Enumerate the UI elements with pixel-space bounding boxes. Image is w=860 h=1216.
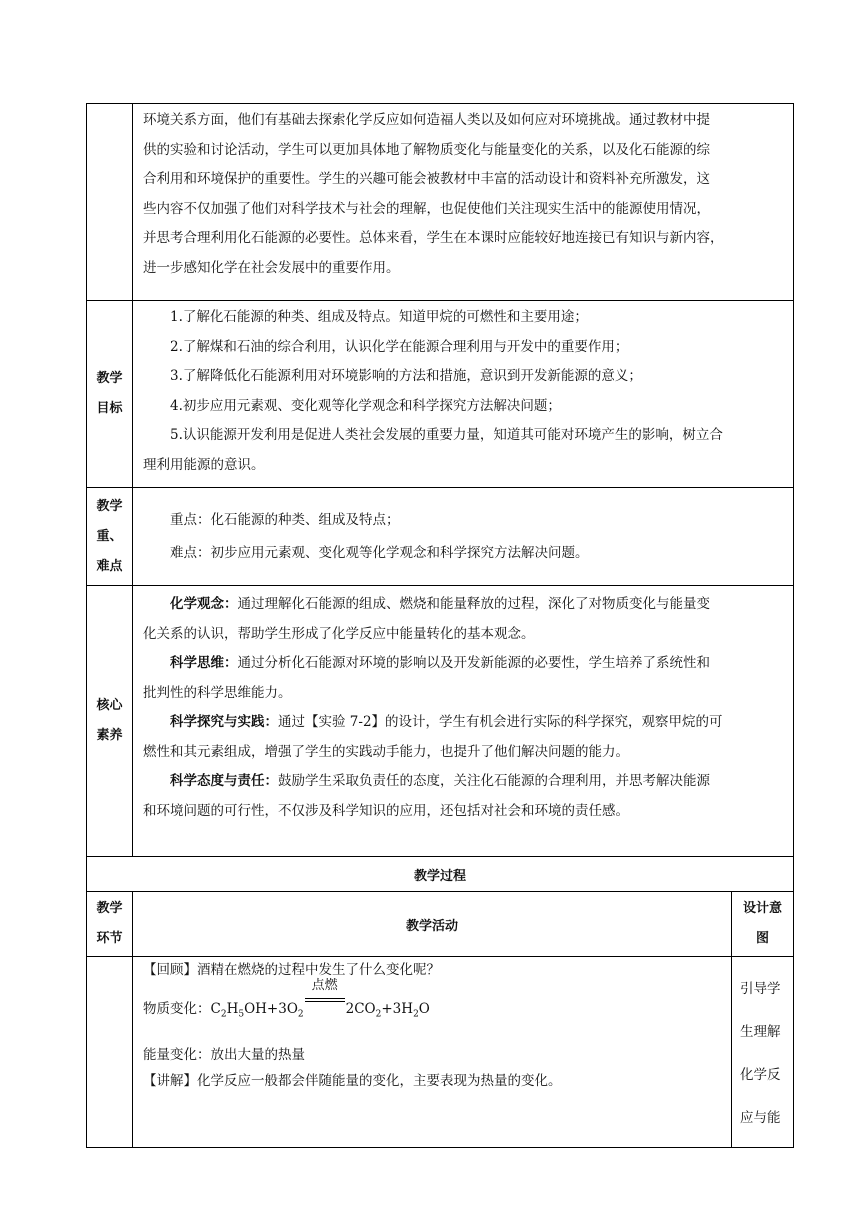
design-intent-cell bbox=[732, 957, 794, 1148]
literacy-item bbox=[143, 590, 783, 620]
difficult-point: 难点：初步应用元素观、变化观等化学观念和科学探究方法解决问题。 bbox=[170, 544, 589, 561]
literacy-item-title: 科学探究与实践： bbox=[170, 714, 278, 730]
core-literacy-row bbox=[87, 586, 794, 857]
goals-text bbox=[133, 301, 794, 488]
goal-item-continuation: 理利用能源的意识。 bbox=[143, 456, 265, 473]
literacy-item-text: 通过分析化石能源对环境的影响以及开发新能源的必要性，学生培养了系统性和 bbox=[237, 655, 710, 671]
goal-item: 3.了解降低化石能源利用对环境影响的方法和措施，意识到开发新能源的意义； bbox=[170, 368, 642, 384]
goals-label-line: 目标 bbox=[96, 401, 123, 416]
design-line: 引导学 bbox=[740, 980, 781, 997]
matter-change-label: 物质变化： bbox=[143, 1001, 211, 1017]
equation-reactants: $C_2H_5OH+3O_2$ bbox=[210, 1001, 304, 1020]
keypoints-label-line: 教学 bbox=[96, 498, 123, 514]
col-design-header bbox=[732, 892, 794, 957]
design-line: 应与能 bbox=[740, 1109, 781, 1126]
lesson-plan-table bbox=[86, 103, 794, 1148]
literacy-item-continuation: 燃性和其元素组成，增强了学生的实践动手能力，也提升了他们解决问题的能力。 bbox=[143, 743, 629, 760]
col-design-header-line: 图 bbox=[755, 931, 769, 946]
literacy-item-title: 科学思维： bbox=[170, 655, 238, 671]
literacy-label-line: 核心 bbox=[96, 698, 123, 713]
goal-item: 5.认识能源开发利用是促进人类社会发展的重要力量，知道其可能对环境产生的影响，树立合 bbox=[170, 427, 723, 443]
key-point: 重点：化石能源的种类、组成及特点； bbox=[170, 511, 400, 528]
process-header-row bbox=[87, 892, 794, 957]
analysis-line: 进一步感知化学在社会发展中的重要作用。 bbox=[143, 259, 400, 276]
keypoints-label-line: 重、 bbox=[96, 528, 123, 544]
keypoints-label-line: 难点 bbox=[96, 558, 123, 574]
stage-cell bbox=[87, 957, 133, 1148]
analysis-line: 供的实验和讨论活动，学生可以更加具体地了解物质变化与能量变化的关系，以及化石能源的综 bbox=[143, 141, 710, 158]
explain-text: 【讲解】化学反应一般都会伴随能量的变化，主要表现为热量的变化。 bbox=[143, 1072, 562, 1089]
equation-products: $2CO_2+3H_2O$ bbox=[345, 1001, 430, 1020]
teaching-goals-row bbox=[87, 301, 794, 488]
analysis-line: 并思考合理利用化石能源的必要性。总体来看，学生在本课时应能较好地连接已有知识与新内容， bbox=[143, 230, 724, 246]
matter-change bbox=[143, 978, 721, 1028]
literacy-item bbox=[143, 649, 783, 679]
keypoints-label bbox=[87, 488, 133, 586]
design-line: 化学反 bbox=[740, 1066, 781, 1083]
literacy-item-continuation: 化关系的认识，帮助学生形成了化学反应中能量转化的基本观念。 bbox=[143, 625, 535, 642]
literacy-item bbox=[143, 708, 783, 738]
col-stage-header bbox=[87, 892, 133, 957]
reaction-condition: 点燃 bbox=[311, 978, 338, 993]
activity-cell bbox=[133, 957, 732, 1148]
literacy-item-text: 鼓励学生采取负责任的态度，关注化石能源的合理利用，并思考解决能源 bbox=[278, 773, 710, 789]
col-stage-header-line: 环节 bbox=[96, 931, 123, 946]
literacy-label-line: 素养 bbox=[96, 728, 123, 743]
process-title-row bbox=[87, 857, 794, 892]
literacy-label bbox=[87, 586, 133, 857]
literacy-item-text: 通过【实验 7-2】的设计，学生有机会进行实际的科学探究，观察甲烷的可 bbox=[278, 714, 723, 730]
col-design-header-line: 设计意 bbox=[742, 901, 782, 916]
literacy-item-title: 化学观念： bbox=[170, 596, 238, 612]
process-title: 教学过程 bbox=[87, 857, 794, 892]
literacy-item-continuation: 和环境问题的可行性，不仅涉及科学知识的应用，还包括对社会和环境的责任感。 bbox=[143, 802, 629, 819]
goal-item: 4.初步应用元素观、变化观等化学观念和科学探究方法解决问题； bbox=[170, 397, 561, 414]
energy-change: 能量变化：放出大量的热量 bbox=[143, 1046, 305, 1063]
design-line: 生理解 bbox=[740, 1023, 781, 1040]
student-analysis-row bbox=[87, 104, 794, 301]
analysis-line: 环境关系方面，他们有基础去探索化学反应如何造福人类以及如何应对环境挑战。通过教材中提 bbox=[143, 112, 710, 128]
literacy-text bbox=[133, 586, 794, 857]
literacy-item-title: 科学态度与责任： bbox=[170, 773, 278, 789]
literacy-item-text: 通过理解化石能源的组成、燃烧和能量释放的过程，深化了对物质变化与能量变 bbox=[237, 596, 710, 612]
goals-label-line: 教学 bbox=[96, 371, 123, 386]
goal-item: 1.了解化石能源的种类、组成及特点。知道甲烷的可燃性和主要用途； bbox=[170, 309, 588, 325]
col-activity-header: 教学活动 bbox=[133, 892, 732, 957]
literacy-item bbox=[143, 767, 783, 797]
goals-label bbox=[87, 301, 133, 488]
analysis-line: 些内容不仅加强了他们对科学技术与社会的理解，也促使他们关注现实生活中的能源使用情况， bbox=[143, 200, 710, 217]
student-analysis-text bbox=[133, 104, 794, 301]
analysis-line: 合利用和环境保护的重要性。学生的兴趣可能会被教材中丰富的活动设计和资料补充所激发，这 bbox=[143, 171, 710, 187]
col-stage-header-line: 教学 bbox=[96, 901, 123, 916]
review-text: 【回顾】酒精在燃烧的过程中发生了什么变化呢？ bbox=[143, 962, 440, 978]
key-points-row bbox=[87, 488, 794, 586]
empty-label-cell bbox=[87, 104, 133, 301]
activity-row bbox=[87, 957, 794, 1148]
literacy-item-continuation: 批判性的科学思维能力。 bbox=[143, 684, 292, 701]
goal-item: 2.了解煤和石油的综合利用，认识化学在能源合理利用与开发中的重要作用； bbox=[170, 338, 629, 355]
keypoints-text bbox=[133, 488, 794, 586]
reaction-arrow bbox=[305, 978, 345, 1015]
